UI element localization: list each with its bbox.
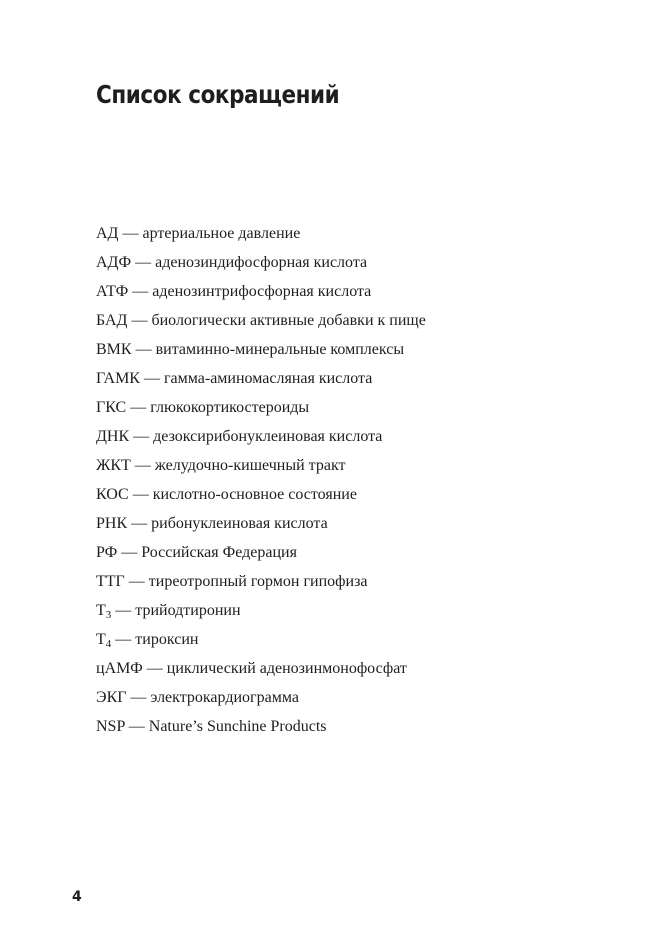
dash-separator: — [127,515,152,532]
abbreviation-definition: биологически активные добавки к пище [151,312,426,329]
abbreviation-term: ГКС [96,399,127,416]
abbreviation-item [96,657,426,686]
abbreviation-term: ТТГ [96,573,125,590]
dash-separator: — [124,718,149,735]
abbreviation-definition: желудочно-кишечный тракт [154,457,346,474]
abbreviation-item [96,425,426,454]
abbreviation-item [96,715,426,744]
dash-separator: — [139,370,164,387]
abbreviation-definition: Nature’s Sunchine Products [148,718,327,735]
abbreviation-definition: кислотно-основное состояние [152,486,357,503]
abbreviation-term: $Т_3$ [96,602,112,621]
dash-separator: — [126,689,151,706]
abbreviation-item [96,686,426,715]
abbreviation-item [96,628,426,657]
abbreviation-term: ГАМК [96,370,140,387]
abbreviation-item [96,483,426,512]
abbreviation-item [96,396,426,425]
abbreviation-definition: трийодтиронин [135,602,241,619]
dash-separator: — [118,225,143,242]
abbreviation-term: NSP [96,718,125,735]
abbreviation-term: цАМФ [96,660,143,677]
abbreviation-definition: тироксин [135,631,199,648]
abbreviation-term: КОС [96,486,129,503]
dash-separator: — [131,254,156,271]
abbreviation-definition: тиреотропный гормон гипофиза [148,573,368,590]
abbreviation-term: БАД [96,312,128,329]
abbreviation-item [96,280,426,309]
abbreviation-term: ЭКГ [96,689,127,706]
abbreviation-definition: витаминно-минеральные комплексы [155,341,405,358]
abbreviation-definition: артериальное давление [142,225,301,242]
abbreviation-term: АТФ [96,283,129,300]
abbreviation-definition: электрокардиограмма [150,689,299,706]
abbreviation-term: $Т_4$ [96,631,112,650]
dash-separator: — [130,457,155,474]
dash-separator: — [127,312,152,329]
abbreviation-item [96,541,426,570]
abbreviation-item [96,599,426,628]
dash-separator: — [128,283,153,300]
dash-separator: — [131,341,156,358]
abbreviation-item [96,251,426,280]
abbreviation-term: АД [96,225,119,242]
abbreviation-item [96,309,426,338]
page-number: 4 [72,889,82,905]
page-title: Список сокращений [96,80,340,109]
abbreviation-subscript: 3 [105,609,112,621]
abbreviation-item [96,222,426,251]
dash-separator: — [142,660,167,677]
abbreviation-subscript: 4 [105,638,112,650]
abbreviation-item [96,512,426,541]
dash-separator: — [111,602,136,619]
abbreviation-term: ДНК [96,428,130,445]
abbreviation-definition: аденозиндифосфорная кислота [155,254,368,271]
dash-separator: — [117,544,142,561]
abbreviation-item [96,338,426,367]
dash-separator: — [124,573,149,590]
dash-separator: — [129,428,154,445]
abbreviation-term: АДФ [96,254,132,271]
abbreviation-term: РФ [96,544,118,561]
abbreviation-definition: циклический аденозинмонофосфат [166,660,407,677]
abbreviation-definition: рибонуклеиновая кислота [151,515,328,532]
abbreviation-definition: глюкокортикостероиды [150,399,310,416]
abbreviation-definition: дезоксирибонуклеиновая кислота [153,428,383,445]
abbreviation-definition: гамма-аминомасляная кислота [163,370,373,387]
dash-separator: — [128,486,153,503]
abbreviation-item [96,570,426,599]
dash-separator: — [111,631,136,648]
abbreviation-item [96,454,426,483]
abbreviation-term: ВМК [96,341,132,358]
abbreviation-list [96,222,426,744]
abbreviation-definition: аденозинтрифосфорная кислота [152,283,372,300]
abbreviation-term: РНК [96,515,128,532]
abbreviation-definition: Российская Федерация [141,544,297,561]
abbreviation-item [96,367,426,396]
dash-separator: — [126,399,151,416]
abbreviation-term: ЖКТ [96,457,131,474]
